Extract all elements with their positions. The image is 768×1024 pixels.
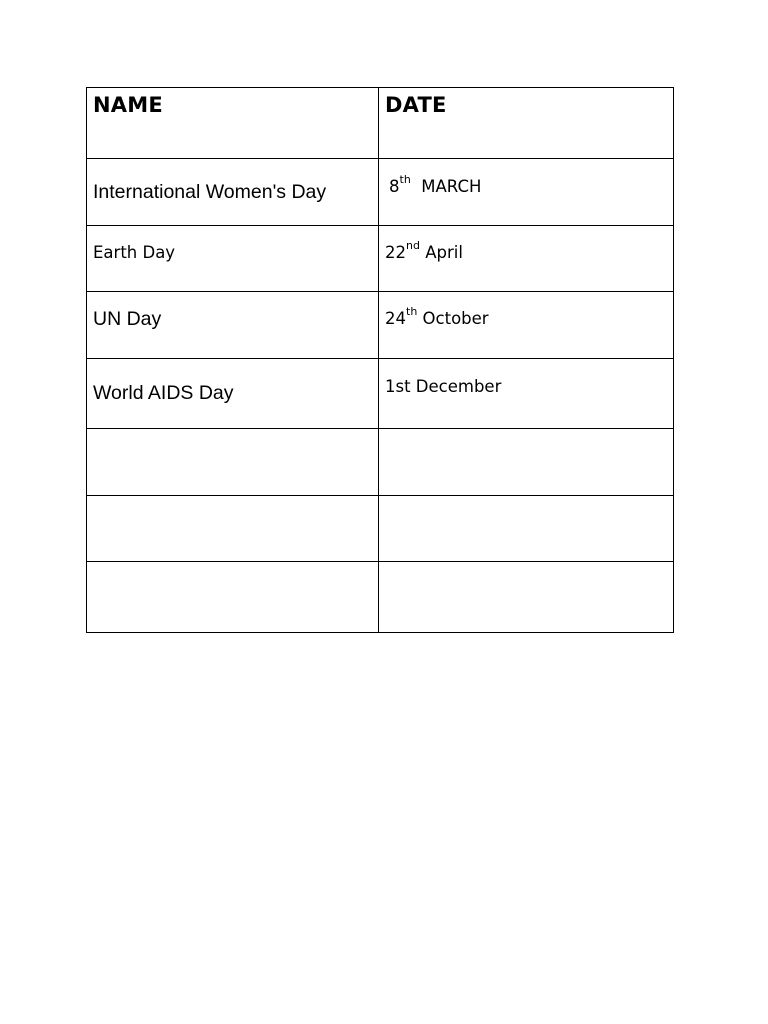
name-cell (87, 292, 379, 359)
date-cell (379, 226, 674, 292)
header-cell-name (87, 88, 379, 159)
event-date: 24th October (385, 305, 489, 328)
event-name: UN Day (93, 308, 162, 330)
date-cell (379, 359, 674, 429)
header-cell-date (379, 88, 674, 159)
name-cell (87, 159, 379, 226)
name-cell (87, 496, 379, 562)
name-cell (87, 429, 379, 496)
date-cell (379, 496, 674, 562)
table-row (87, 562, 674, 633)
table-row (87, 359, 674, 429)
name-cell (87, 226, 379, 292)
date-cell (379, 159, 674, 226)
date-cell (379, 292, 674, 359)
header-date-label: DATE (385, 93, 447, 117)
table-row (87, 429, 674, 496)
table-row (87, 496, 674, 562)
events-table (86, 87, 674, 633)
event-date: 1st December (385, 377, 502, 396)
name-cell (87, 562, 379, 633)
name-cell (87, 359, 379, 429)
event-name: Earth Day (93, 243, 176, 262)
date-cell (379, 562, 674, 633)
table-row (87, 226, 674, 292)
date-cell (379, 429, 674, 496)
table-row (87, 159, 674, 226)
event-name: World AIDS Day (93, 382, 234, 404)
table-row (87, 292, 674, 359)
header-name-label: NAME (93, 93, 163, 117)
table-header-row (87, 88, 674, 159)
event-date: 22nd April (385, 239, 463, 262)
event-date: 8th MARCH (389, 173, 482, 196)
event-name: International Women's Day (93, 181, 327, 203)
